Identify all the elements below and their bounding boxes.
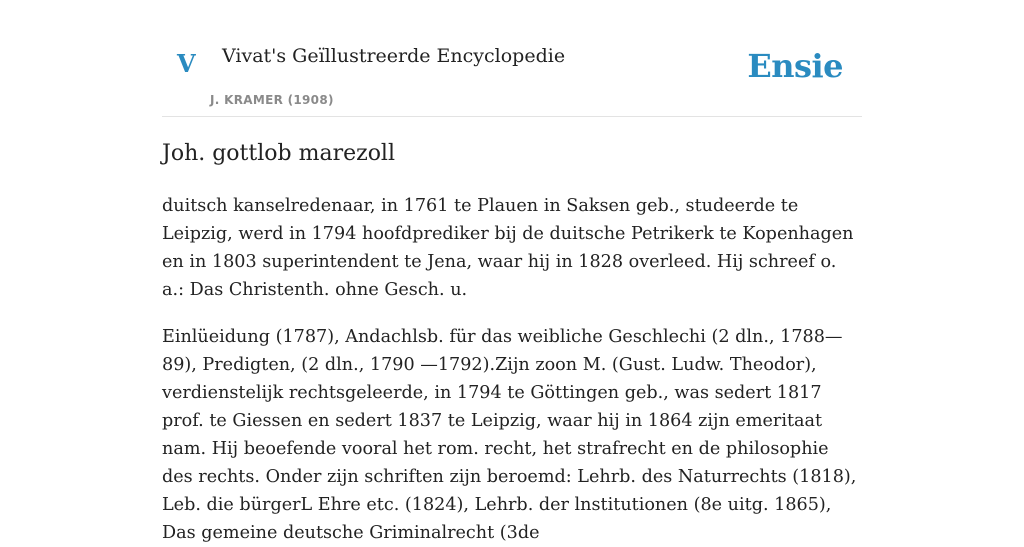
book-logo-letter[interactable]: V <box>177 49 196 78</box>
article-paragraph: duitsch kanselredenaar, in 1761 te Plauen in Saksen geb., studeerde te Leipzig, werd in 1794 hoofdprediker bij de duitsche Petrikerk te Kopenhagen en in 1803 superintendent te Jena, waar hij in 1828 overleed. Hij schreef o. a.: Das Christenth. ohne Gesch. u. <box>162 196 854 300</box>
ensie-logo-link[interactable]: Ensie <box>747 47 843 85</box>
entry-title: Joh. gottlob marezoll <box>162 141 396 166</box>
book-author-year: J. KRAMER (1908) <box>210 93 334 107</box>
article <box>162 138 862 547</box>
book-header <box>162 0 862 117</box>
book-title-link[interactable]: Vivat's Geïllustreerde Encyclopedie <box>222 45 566 67</box>
article-paragraph: Einlüeidung (1787), Andachlsb. für das weibliche Geschlechi (2 dln., 1788—89), Predigten, (2 dln., 1790 —1792).Zijn zoon M. (Gust. Ludw. Theodor), verdienstelijk rechtsgeleerde, in 1794 te Göttingen geb., was sedert 1817 prof. te Giessen en sedert 1837 te Leipzig, waar hij in 1864 zijn emeritaat nam. Hij beoefende vooral het rom. recht, het strafrecht en de philosophie des rechts. Onder zijn schriften zijn beroemd: Lehrb. des Naturrechts (1818), Leb. die bürgerL Ehre etc. (1824), Lehrb. der lnstitutionen (8e uitg. 1865), Das gemeine deutsche Griminalrecht (3de <box>162 327 857 543</box>
